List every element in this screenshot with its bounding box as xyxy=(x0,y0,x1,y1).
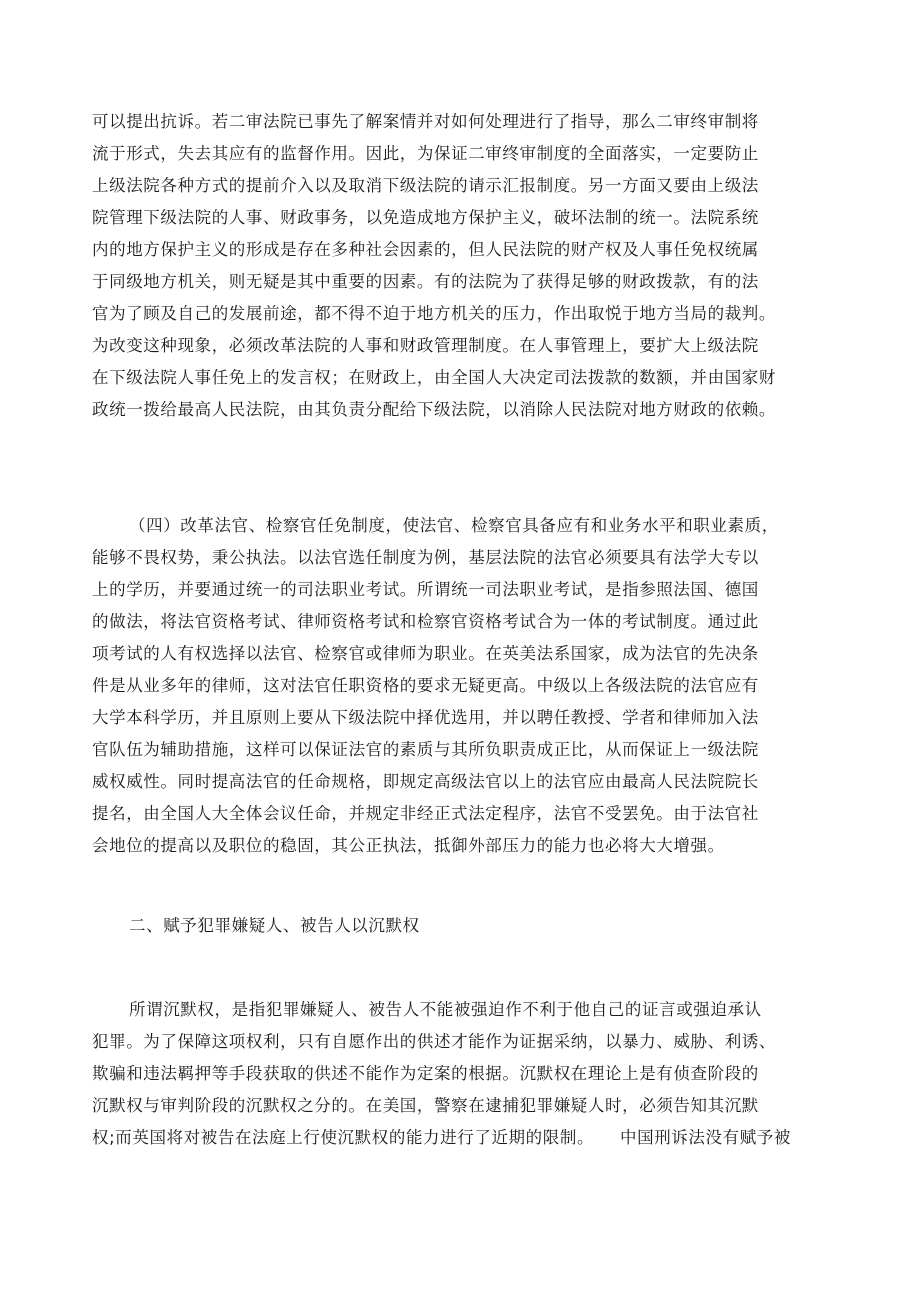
paragraph-right-to-silence xyxy=(92,994,832,1154)
text-line: 项考试的人有权选择以法官、检察官或律师为职业。在英美法系国家，成为法官的先决条 xyxy=(92,644,759,663)
text-line: 提名，由全国人大全体会议任命，并规定非经正式法定程序，法官不受罢免。由于法官社 xyxy=(92,804,759,823)
text-line: 内的地方保护主义的形成是存在多种社会因素的，但人民法院的财产权及人事任免权统属 xyxy=(92,240,759,259)
text-line: 所谓沉默权，是指犯罪嫌疑人、被告人不能被强迫作不利于他自己的证言或强迫承认 xyxy=(129,1000,762,1019)
text-line: 可以提出抗诉。若二审法院已事先了解案情并对如何处理进行了指导，那么二审终审制将 xyxy=(92,112,759,131)
text-line: 犯罪。为了保障这项权利，只有自愿作出的供述才能作为证据采纳，以暴力、威胁、利诱、 xyxy=(92,1032,776,1051)
text-line: （四）改革法官、检察官任免制度，使法官、检察官具备应有和业务水平和职业素质， xyxy=(129,516,779,535)
text-line: 件是从业多年的律师，这对法官任职资格的要求无疑更高。中级以上各级法院的法官应有 xyxy=(92,676,759,695)
text-line: 沉默权与审判阶段的沉默权之分的。在美国，警察在逮捕犯罪嫌疑人时，必须告知其沉默 xyxy=(92,1096,759,1115)
text-line: 大学本科学历，并且原则上要从下级法院中择优选用，并以聘任教授、学者和律师加入法 xyxy=(92,708,759,727)
text-line: 官为了顾及自己的发展前途，都不得不迫于地方机关的压力，作出取悦于地方当局的裁判。 xyxy=(92,304,776,323)
text-line: 的做法，将法官资格考试、律师资格考试和检察官资格考试合为一体的考试制度。通过此 xyxy=(92,612,759,631)
text-line: 为改变这种现象，必须改革法院的人事和财政管理制度。在人事管理上，要扩大上级法院 xyxy=(92,336,759,355)
paragraph-court-reform xyxy=(92,106,832,426)
text-line: 流于形式，失去其应有的监督作用。因此，为保证二审终审制度的全面落实，一定要防止 xyxy=(92,144,759,163)
text-line: 在下级法院人事任免上的发言权；在财政上，由全国人大决定司法拨款的数额，并由国家财 xyxy=(92,368,776,387)
text-line: 于同级地方机关，则无疑是其中重要的因素。有的法院为了获得足够的财政拨款，有的法 xyxy=(92,272,759,291)
text-line: 上的学历，并要通过统一的司法职业考试。所谓统一司法职业考试，是指参照法国、德国 xyxy=(92,580,759,599)
section-heading xyxy=(92,910,832,942)
text-line: 上级法院各种方式的提前介入以及取消下级法院的请示汇报制度。另一方面又要由上级法 xyxy=(92,176,759,195)
heading-text: 二、赋予犯罪嫌疑人、被告人以沉默权 xyxy=(129,916,420,935)
text-line: 能够不畏权势，秉公执法。以法官选任制度为例，基层法院的法官必须要具有法学大专以 xyxy=(92,548,759,567)
paragraph-judge-appointment xyxy=(92,510,832,862)
text-line: 权;而英国将对被告在法庭上行使沉默权的能力进行了近期的限制。 中国刑诉法没有赋予被 xyxy=(92,1128,792,1147)
text-line: 会地位的提高以及职位的稳固，其公正执法，抵御外部压力的能力也必将大大增强。 xyxy=(92,836,725,855)
text-line: 官队伍为辅助措施，这样可以保证法官的素质与其所负职责成正比，从而保证上一级法院 xyxy=(92,740,759,759)
text-line: 院管理下级法院的人事、财政事务，以免造成地方保护主义，破坏法制的统一。法院系统 xyxy=(92,208,759,227)
text-line: 欺骗和违法羁押等手段获取的供述不能作为定案的根据。沉默权在理论上是有侦查阶段的 xyxy=(92,1064,759,1083)
text-line: 威权威性。同时提高法官的任命规格，即规定高级法官以上的法官应由最高人民法院院长 xyxy=(92,772,759,791)
text-line: 政统一拨给最高人民法院，由其负责分配给下级法院，以消除人民法院对地方财政的依赖。 xyxy=(92,400,776,419)
